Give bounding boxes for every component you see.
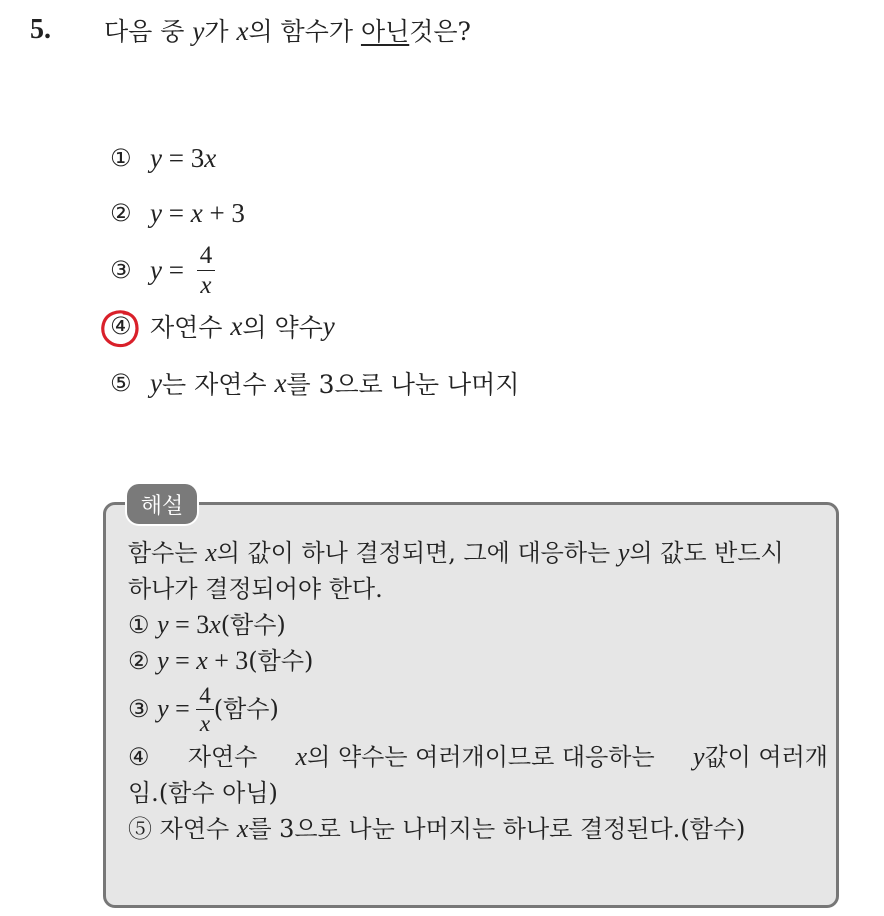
explanation-item-5	[128, 811, 828, 847]
choice-marker-glyph: ④	[110, 312, 132, 340]
explanation-item-1	[128, 607, 828, 643]
choice-3[interactable]	[110, 242, 215, 298]
explanation-item-2	[128, 643, 828, 679]
explanation-line: 하나가 결정되어야 한다.	[128, 575, 383, 603]
var-y: y	[150, 142, 162, 173]
var-x: x	[209, 610, 221, 639]
question-number: 5.	[30, 14, 51, 45]
var-x: x	[204, 142, 217, 173]
explanation-line: 임.(함수 아님)	[128, 779, 278, 807]
fraction-numerator: 4	[197, 243, 216, 271]
explanation-line	[128, 535, 828, 571]
item-marker: ③	[128, 695, 150, 723]
var-y: y	[157, 610, 169, 639]
item-marker: ④	[128, 743, 150, 771]
var-y: y	[150, 254, 162, 285]
equation: = 3	[168, 610, 210, 639]
var-x: x	[230, 310, 243, 341]
var-y: y	[192, 16, 205, 46]
choice-marker: ①	[110, 144, 132, 172]
stem-text: 가	[204, 17, 237, 46]
stem-text: 것은?	[409, 17, 471, 46]
text: 함수는	[128, 539, 206, 567]
fraction-denominator: x	[199, 710, 211, 736]
item-note: (함수)	[213, 695, 279, 723]
fraction-denominator: x	[200, 271, 212, 299]
text-group	[296, 739, 655, 775]
text: 자연수	[159, 815, 237, 843]
choice-marker: ③	[110, 256, 132, 284]
fraction	[196, 684, 214, 735]
choice-marker: ②	[110, 199, 132, 227]
stem-text: 의 함수가	[248, 17, 361, 46]
equals-sign: =	[161, 142, 191, 173]
var-x: x	[236, 814, 249, 843]
explanation-item-4	[128, 739, 828, 775]
var-x: x	[196, 646, 208, 675]
text: 자연수	[187, 743, 258, 771]
text-group	[693, 739, 828, 775]
var-x: x	[295, 742, 308, 771]
choice-4[interactable]	[110, 306, 335, 346]
equals-sign: =	[168, 694, 197, 723]
var-x: x	[205, 538, 217, 567]
equals-sign: =	[161, 197, 191, 228]
choice-2[interactable]	[110, 193, 245, 233]
var-y: y	[617, 538, 630, 567]
var-y: y	[322, 310, 335, 341]
var-y: y	[150, 367, 162, 398]
item-marker: ⑤	[128, 815, 152, 843]
equals-sign: =	[161, 254, 191, 285]
var-x: x	[190, 197, 203, 228]
coefficient: 3	[190, 142, 205, 173]
item-marker: ②	[128, 647, 150, 675]
var-y: y	[157, 694, 169, 723]
text: 의 값도 반드시	[629, 539, 784, 567]
fraction-numerator: 4	[196, 684, 214, 710]
var-y: y	[157, 646, 169, 675]
question-stem	[104, 14, 471, 49]
choice-1[interactable]	[110, 138, 216, 178]
stem-text: 다음 중	[104, 17, 193, 46]
text: 값이 여러개	[704, 743, 828, 771]
explanation-item-3	[128, 679, 828, 739]
choice-5[interactable]	[110, 363, 519, 403]
explanation-text	[128, 535, 784, 571]
fraction	[197, 243, 216, 298]
plus-three: + 3	[202, 197, 245, 228]
stem-underlined-word: 아닌	[360, 17, 410, 46]
item-note: (함수)	[248, 647, 314, 675]
choice-marker	[110, 312, 150, 340]
choice-text: 자연수	[150, 313, 231, 342]
choice-marker: ⑤	[110, 369, 132, 397]
var-y: y	[150, 197, 162, 228]
var-y: y	[692, 742, 705, 771]
item-marker: ①	[128, 611, 150, 639]
choice-text: 는 자연수	[161, 370, 275, 399]
text: 의 약수는 여러개이므로 대응하는	[307, 743, 655, 771]
choice-text: 의 약수	[242, 313, 323, 342]
text: 를 3으로 나눈 나머지는 하나로 결정된다.(함수)	[248, 815, 746, 843]
item-note: (함수)	[220, 611, 286, 639]
var-x: x	[274, 367, 287, 398]
explanation-content	[128, 535, 828, 847]
explanation-tab-label: 해설	[127, 484, 197, 524]
choice-text: 를 3으로 나눈 나머지	[286, 370, 520, 399]
equals-sign: =	[168, 646, 197, 675]
text: 의 값이 하나 결정되면, 그에 대응하는	[216, 539, 618, 567]
var-x: x	[236, 16, 249, 46]
plus-three: + 3	[207, 646, 249, 675]
explanation-box	[103, 502, 839, 908]
